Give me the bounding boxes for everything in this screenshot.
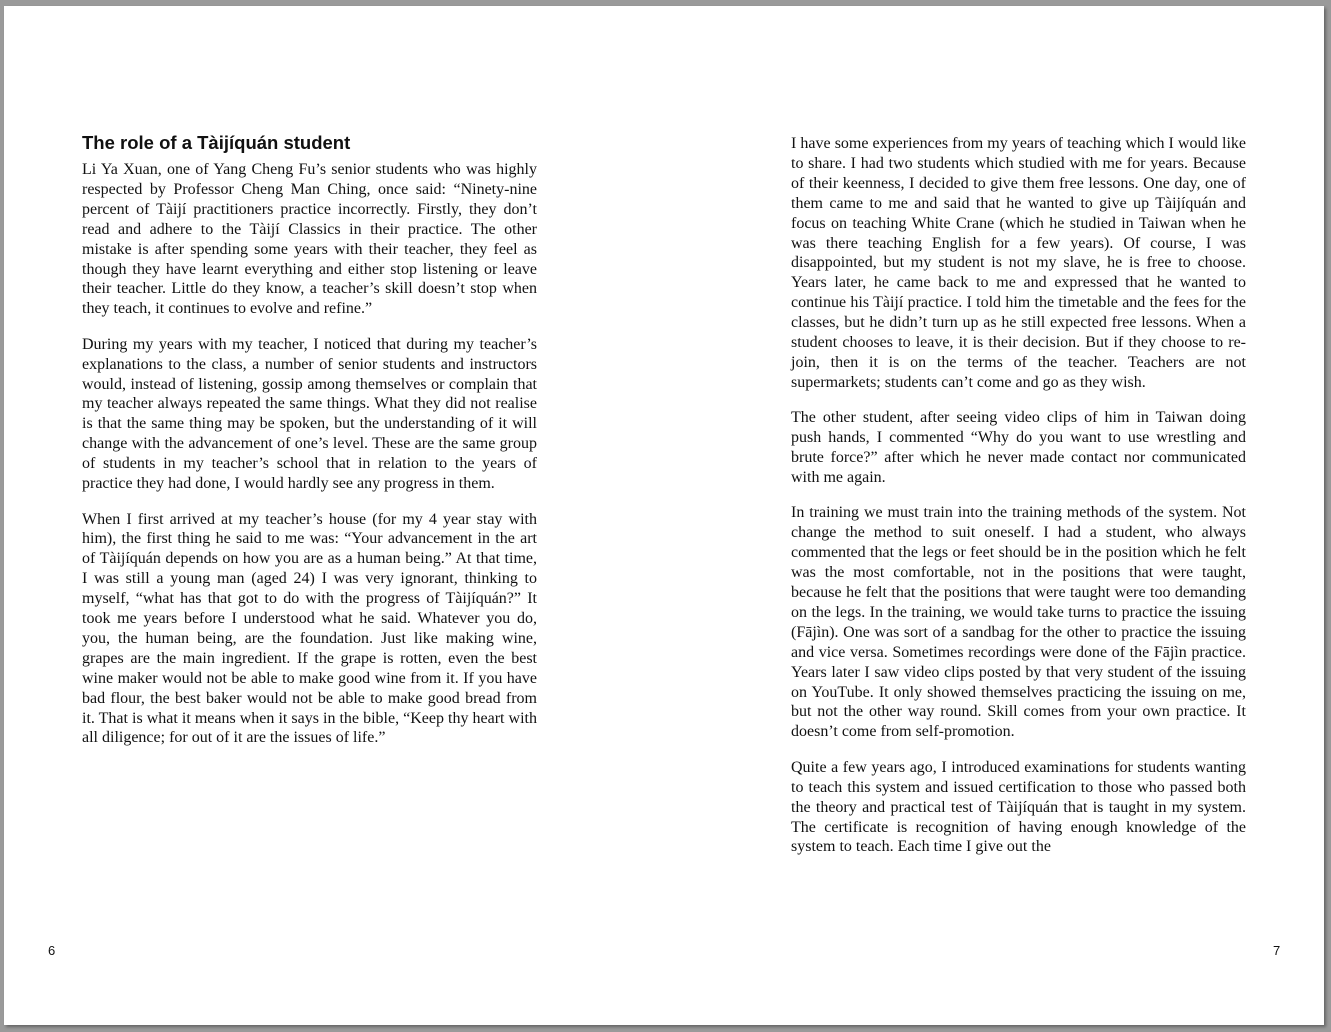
page-number: 6: [48, 943, 56, 958]
right-page: [664, 6, 1324, 1025]
paragraph: I have some experiences from my years of teaching which I would like to share. I had two students which studied with me for years. Because of their keenness, I decided to give them free lessons. One day, one of them came to me and said that he wanted to give up Tàijíquán and focus on teaching White Crane (which he studied in Taiwan when he was there teaching English for a few years). Of course, I was disappointed, but my student is not my slave, he is free to choose. Years later, he came back to me and expressed that he wanted to continue his Tàijí practice. I told him the timetable and the fees for the classes, but he didn’t turn up as he still expected free lessons. When a student chooses to leave, it is their decision. But if they choose to re-join, then it is on the terms of the teacher. Teachers are not supermarkets; students can’t come and go as they wish.: [791, 135, 1246, 391]
paragraph: The other student, after seeing video clips of him in Taiwan doing push hands, I commented “Why do you want to use wrestling and brute force?” after which he never made contact nor communicated with me again.: [791, 409, 1246, 486]
paragraph: When I first arrived at my teacher’s house (for my 4 year stay with him), the first thing he said to me was: “Your advancement in the art of Tàijíquán depends on how you are as a human being.” At that time, I was still a young man (aged 24) I was very ignorant, thinking to myself, “what has that got to do with the progress of Tàijíquán?” It took me years before I understood what he said. Whatever you do, you, the human being, are the foundation. Just like making wine, grapes are the main ingredient. If the grape is rotten, even the best wine maker would not be able to make good wine from it. If you have bad flour, the best baker would not be able to make good bread from it. That is what it means when it says in the bible, “Keep thy heart with all diligence; for out of it are the issues of life.”: [82, 510, 537, 747]
right-text-column: [791, 134, 1246, 873]
paragraph: During my years with my teacher, I noticed that during my teacher’s explanations to the class, a number of senior students and instructors would, instead of listening, gossip among themselves or complain that my teacher always repeated the same things. What they did not realise is that the same thing may be spoken, but the understanding of it will change with the advancement of one’s level. These are the same group of students in my teacher’s school that in relation to the years of practice they had done, I would hardly see any progress in them.: [82, 335, 537, 493]
section-heading: The role of a Tàijíquán student: [82, 132, 351, 153]
paragraph: Li Ya Xuan, one of Yang Cheng Fu’s senior students who was highly respected by Professor Cheng Man Ching, once said: “Ninety-nine percent of Tàijí practitioners practice incorrectly. Firstly, they don’t read and adhere to the Tàijí Classics in their practice. The other mistake is after spending some years with their teacher, they feel as though they have learnt everything and either stop listening or leave their teacher. Little do they know, a teacher’s skill doesn’t stop when they teach, it continues to evolve and refine.”: [82, 161, 537, 318]
book-spread: [4, 6, 1324, 1025]
page-number: 7: [1273, 943, 1281, 958]
left-page: [4, 6, 664, 1025]
paragraph: In training we must train into the training methods of the system. Not change the method to suit oneself. I had a student, who always commented that the legs or feet should be in the position which he felt was the most comfortable, not in the positions that were taught, because he felt that the positions that were taught were too demanding on the legs. In the training, we would take turns to practice the issuing (Fājìn). One was sort of a sandbag for the other to practice the issuing and vice versa. Sometimes recordings were done of the Fājìn practice. Years later I saw video clips posted by that very student of the issuing on YouTube. It only showed themselves practicing the issuing on me, but not the other way round. Skill comes from your own practice. It doesn’t come from self-promotion.: [791, 504, 1246, 741]
paragraph: Quite a few years ago, I introduced examinations for students wanting to teach this system and issued certification to those who passed both the theory and practical test of Tàijíquán that is taught in my system. The certificate is recognition of having enough knowledge of the system to teach. Each time I give out the: [791, 758, 1246, 856]
left-text-column: [82, 132, 537, 764]
